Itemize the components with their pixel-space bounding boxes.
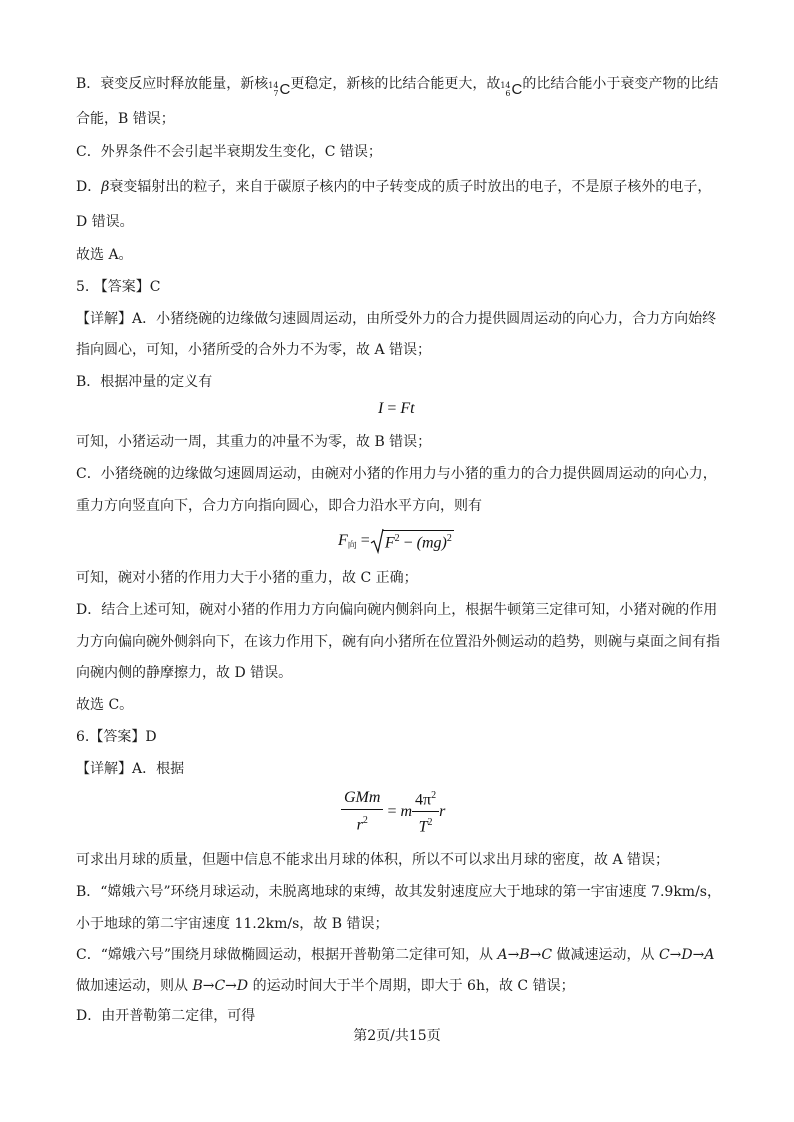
fraction-gravity: $\frac{\text{GMm}}{r^2}$ bbox=[341, 788, 383, 835]
text-line: C．“嫦娥六号”围绕月球做椭圆运动，根据开普勒第二定律可知，从 A→B→C 做减速运动，从 C→D→A bbox=[76, 947, 715, 963]
text-line: 【详解】A．小猪绕碗的边缘做匀速圆周运动，由所受外力的合力提供圆周运动的向心力，合力方向始终 bbox=[76, 311, 717, 327]
text-line: 力方向偏向碗外侧斜向下，在该力作用下，碗有向小猪所在位置沿外侧运动的趋势，则碗与桌面之间有指 bbox=[76, 634, 720, 650]
text-line: 向碗内侧的静摩擦力，故 D 错误。 bbox=[76, 665, 293, 681]
text-line: 做加速运动，则从 B→C→D 的运动时间大于半个周期，即大于 6h，故 C 错误； bbox=[76, 978, 575, 994]
text-line bbox=[76, 75, 718, 99]
text-line: D．由开普勒第二定律，可得 bbox=[76, 1008, 256, 1024]
text-line: 故选 A。 bbox=[76, 247, 133, 263]
text-line: 小于地球的第二宇宙速度 11.2km/s，故 B 错误； bbox=[76, 916, 389, 932]
beta-symbol: β bbox=[101, 179, 110, 195]
text-line: 可知，碗对小猪的作用力大于小猪的重力，故 C 正确； bbox=[76, 570, 418, 586]
text-line: C．小猪绕碗的边缘做匀速圆周运动，由碗对小猪的作用力与小猪的重力的合力提供圆周运动的向心力， bbox=[76, 466, 717, 482]
sqrt-icon bbox=[370, 528, 384, 554]
text-line: D 错误。 bbox=[76, 214, 134, 230]
text-line: B．“嫦娥六号”环绕月球运动，未脱离地球的束缚，故其发射速度应大于地球的第一宇宙速度 7.9km/s， bbox=[76, 884, 721, 900]
answer-heading: 5. 【答案】C bbox=[76, 279, 161, 295]
fraction-period: $\frac{4\pi^2}{T^2}$ bbox=[412, 786, 439, 838]
equation-centripetal: F向 $=F^2 - (mg)^2$ bbox=[338, 528, 454, 558]
text-line: B．根据冲量的定义有 bbox=[76, 374, 213, 390]
text-line: D．β衰变辐射出的粒子，来自于碳原子核内的中子转变成的质子时放出的电子，不是原子核外的电子， bbox=[76, 179, 712, 195]
line-text: 更稳定，新核的比结合能更大，故 bbox=[290, 76, 501, 92]
text-line: 故选 C。 bbox=[76, 697, 134, 713]
sqrt-radical: $F^2 - (mg)^2$ bbox=[370, 528, 454, 554]
text-line: 合能，B 错误； bbox=[76, 111, 175, 127]
text-line: 可知，小猪运动一周，其重力的冲量不为零，故 B 错误； bbox=[76, 434, 432, 450]
page-footer: 第2页/共15页 bbox=[353, 1028, 441, 1044]
text-line: 【详解】A．根据 bbox=[76, 761, 185, 777]
line-text: 的比结合能小于衰变产物的比结 bbox=[522, 76, 719, 92]
equation-impulse: I = Ft bbox=[378, 400, 415, 417]
text-line: 重力方向竖直向下，合力方向指向圆心，即合力沿水平方向，则有 bbox=[76, 498, 482, 514]
text-line: 可求出月球的质量，但题中信息不能求出月球的体积，所以不可以求出月球的密度，故 A 错误； bbox=[76, 852, 670, 868]
text-line: C．外界条件不会引起半衰期发生变化，C 错误； bbox=[76, 144, 382, 160]
text-line: 指向圆心，可知，小猪所受的合外力不为零，故 A 错误； bbox=[76, 342, 432, 358]
line-text: B．衰变反应时释放能量，新核 bbox=[76, 76, 269, 92]
nuclide-c14-n7: 14 7 C bbox=[268, 81, 291, 98]
answer-heading: 6.【答案】D bbox=[76, 729, 157, 745]
equation-gravitation: $\frac{\text{GMm}}{r^2}$ = m $\frac{4\pi^2}{T^2}$ r bbox=[341, 786, 445, 838]
nuclide-c14-n6: 14 6 C bbox=[500, 81, 523, 98]
text-line: D．结合上述可知，碗对小猪的作用力方向偏向碗内侧斜向上，根据牛顿第三定律可知，小猪对碗的作用 bbox=[76, 602, 718, 618]
